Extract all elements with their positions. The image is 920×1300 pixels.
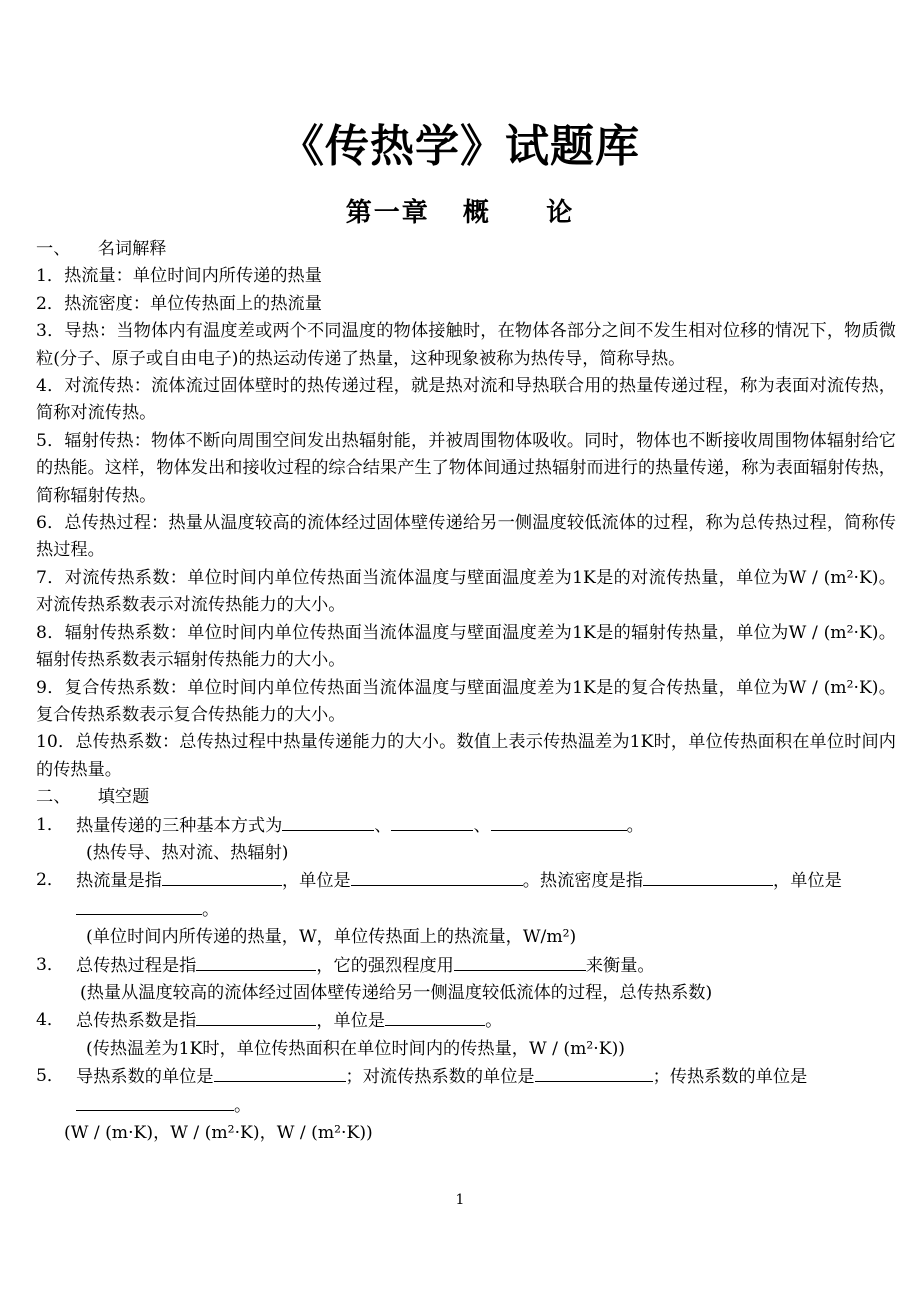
answer-blank: [162, 867, 282, 886]
answer-blank: [76, 1092, 234, 1111]
section-heading-definitions: 一、 名词解释: [36, 239, 167, 259]
document-title: 《传热学》试题库: [280, 121, 640, 172]
definition-item: 6．总传热过程：热量从温度较高的流体经过固体壁传递给另一侧温度较低流体的过程，称为总传热过程，简称传热过程。: [36, 513, 896, 561]
answer-blank: [76, 896, 202, 915]
answer-blank: [196, 1007, 316, 1026]
definition-item: 4．对流传热：流体流过固体壁时的热传递过程，就是热对流和导热联合用的热量传递过程，称为表面对流传热，简称对流传热。: [36, 376, 896, 424]
section-heading-fill-in: 二、 填空题: [36, 787, 150, 808]
answer-blank: [535, 1063, 653, 1082]
answer-blank: [454, 952, 586, 971]
answer-blank: [196, 952, 316, 971]
answer-blank: [643, 867, 773, 886]
question-number: 3．: [36, 954, 65, 975]
answer-blank: [214, 1063, 346, 1082]
fill-question: [36, 1063, 896, 1120]
answer-blank: [385, 1007, 485, 1026]
question-text: 总传热系数是指 ，单位是 。: [76, 1007, 896, 1035]
definition-item: 1．热流量：单位时间内所传递的热量: [36, 266, 322, 287]
question-answer: (热传导、热对流、热辐射): [86, 842, 289, 863]
question-text: 热量传递的三种基本方式为 、 、 。: [76, 812, 896, 840]
definition-item: 8．辐射传热系数：单位时间内单位传热面当流体温度与壁面温度差为1K是的辐射传热量，单位为W / (m²·K)。辐射传热系数表示辐射传热能力的大小。: [36, 622, 896, 671]
answer-blank: [282, 812, 374, 831]
definition-item: 3．导热：当物体内有温度差或两个不同温度的物体接触时，在物体各部分之间不发生相对位移的情况下，物质微粒(分子、原子或自由电子)的热运动传递了热量，这种现象被称为热传导，简称导热。: [36, 321, 896, 369]
definition-item: 2．热流密度：单位传热面上的热流量: [36, 293, 322, 314]
question-answer: (热量从温度较高的流体经过固体壁传递给另一侧温度较低流体的过程，总传热系数): [80, 982, 713, 1003]
fill-question: [36, 952, 896, 980]
question-number: 1．: [36, 814, 65, 835]
question-answer: (W / (m·K)，W / (m²·K)，W / (m²·K)): [64, 1123, 373, 1143]
document-body: [36, 236, 896, 1147]
answer-blank: [391, 812, 473, 831]
question-text: 总传热过程是指 ，它的强烈程度用 来衡量。: [76, 952, 896, 980]
chapter-heading: 第一章 概 论: [345, 198, 575, 228]
fill-question: [36, 867, 896, 924]
question-number: 4．: [36, 1010, 65, 1031]
fill-question: [36, 812, 896, 840]
question-number: 2．: [36, 870, 65, 891]
answer-blank: [351, 867, 523, 886]
definition-item: 9．复合传热系数：单位时间内单位传热面当流体温度与壁面温度差为1K是的复合传热量，单位为W / (m²·K)。复合传热系数表示复合传热能力的大小。: [36, 677, 896, 725]
definition-item: 5．辐射传热：物体不断向周围空间发出热辐射能，并被周围物体吸收。同时，物体也不断接收周围物体辐射给它的热能。这样，物体发出和接收过程的综合结果产生了物体间通过热辐射而进行的热量传递，称为表面辐射传热，简称辐射传热。: [36, 430, 896, 506]
answer-blank: [491, 812, 627, 831]
definition-item: 10．总传热系数：总传热过程中热量传递能力的大小。数值上表示传热温差为1K时，单位传热面积在单位时间内的传热量。: [36, 732, 896, 780]
question-number: 5．: [36, 1066, 65, 1087]
question-answer: (传热温差为1K时，单位传热面积在单位时间内的传热量，W / (m²·K)): [86, 1038, 625, 1059]
definition-item: 7．对流传热系数：单位时间内单位传热面当流体温度与壁面温度差为1K是的对流传热量，单位为W / (m²·K)。对流传热系数表示对流传热能力的大小。: [36, 567, 896, 616]
question-text: 热流量是指 ，单位是 。热流密度是指 ，单位是。: [76, 867, 896, 924]
page-number: 1: [455, 1192, 465, 1208]
question-text: 导热系数的单位是 ；对流传热系数的单位是 ；传热系数的单位是。: [76, 1063, 896, 1120]
fill-question: [36, 1007, 896, 1035]
question-answer: (单位时间内所传递的热量，W，单位传热面上的热流量，W/m²): [86, 927, 577, 948]
